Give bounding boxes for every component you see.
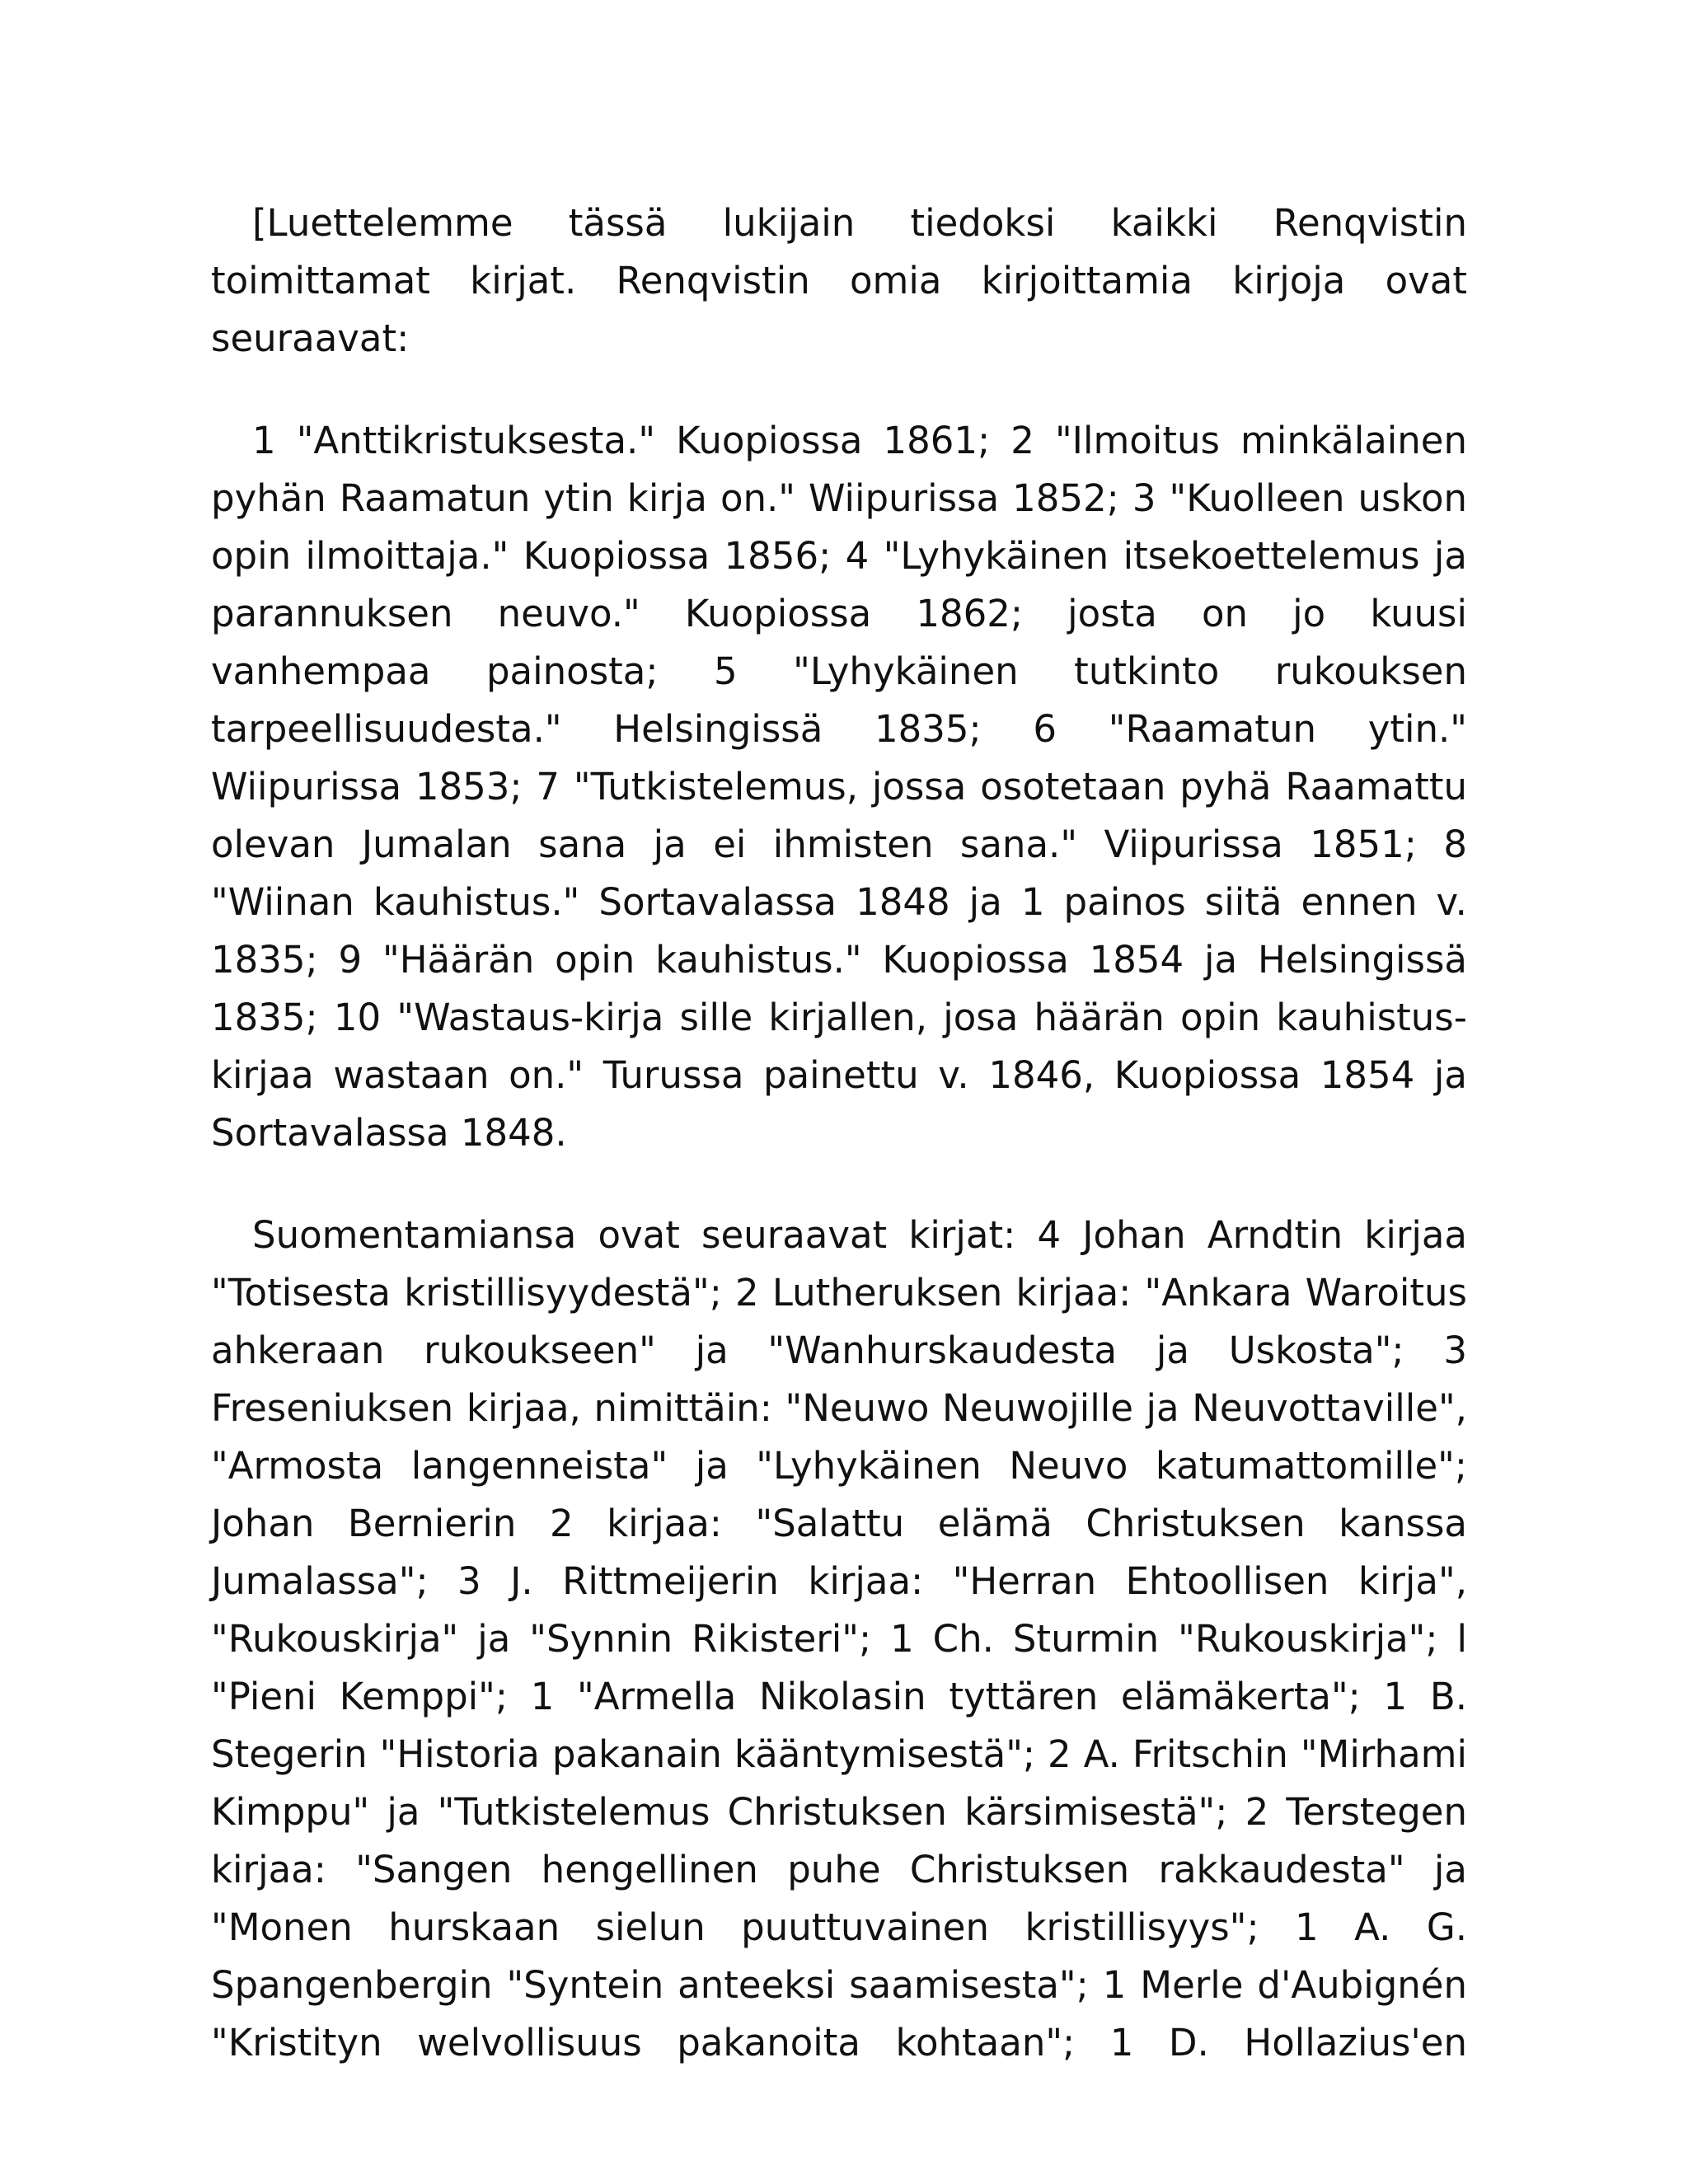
paragraph-translations: Suomentamiansa ovat seuraavat kirjat: 4 Johan Arndtin kirjaa "Totisesta kristillisyydestä"; 2 Lutheruksen kirjaa: "Ankara Waroitus ahkeraan rukoukseen" ja "Wanhurskaudesta ja Uskosta"; 3 Freseniuksen kirjaa, nimittäin: "Neuwo Neuwojille ja Neuvottaville", "Armosta langenneista" ja "Lyhykäinen Neuvo katumattomille"; Johan Bernierin 2 kirjaa: "Salattu elämä Christuksen kanssa Jumalassa"; 3 J. Rittmeijerin kirjaa: "Herran Ehtoollisen kirja", "Rukouskirja" ja "Synnin Rikisteri"; 1 Ch. Sturmin "Rukouskirja"; l "Pieni Kemppi"; 1 "Armella Nikolasin tyttären elämäkerta"; 1 B. Stegerin "Historia pakanain kääntymisestä"; 2 A. Fritschin "Mirhami Kimppu" ja "Tutkistelemus Christuksen kärsimisestä"; 2 Terstegen kirjaa: "Sangen hengellinen puhe Christuksen rakkaudesta" ja "Monen hurskaan sielun puuttuvainen kristillisyys"; 1 A. G. Spangenbergin "Syntein anteeksi saamisesta"; 1 Merle d'Aubignén "Kristityn welvollisuus pakanoita kohtaan"; 1 D. Hollazius'en bbox=[211, 1213, 1467, 2064]
paragraph-own-works: 1 "Anttikristuksesta." Kuopiossa 1861; 2 "Ilmoitus minkälainen pyhän Raamatun ytin kirja on." Wiipurissa 1852; 3 "Kuolleen uskon opin ilmoittaja." Kuopiossa 1856; 4 "Lyhykäinen itsekoettelemus ja parannuksen neuvo." Kuopiossa 1862; josta on jo kuusi vanhempaa painosta; 5 "Lyhykäinen tutkinto rukouksen tarpeellisuudesta." Helsingissä 1835; 6 "Raamatun ytin." Wiipurissa 1853; 7 "Tutkistelemus, jossa osotetaan pyhä Raamattu olevan Jumalan sana ja ei ihmisten sana." Viipurissa 1851; 8 "Wiinan kauhistus." Sortavalassa 1848 ja 1 painos siitä ennen v. 1835; 9 "Häärän opin kauhistus." Kuopiossa 1854 ja Helsingissä 1835; 10 "Wastaus-kirja sille kirjallen, josa häärän opin kauhistus-kirjaa wastaan on." Turussa painettu v. 1846, Kuopiossa 1854 ja Sortavalassa 1848. bbox=[211, 419, 1467, 1155]
paragraph-intro: [Luettelemme tässä lukijain tiedoksi kaikki Renqvistin toimittamat kirjat. Renqvistin omia kirjoittamia kirjoja ovat seuraavat: bbox=[211, 201, 1467, 360]
document-page bbox=[211, 194, 1467, 2072]
